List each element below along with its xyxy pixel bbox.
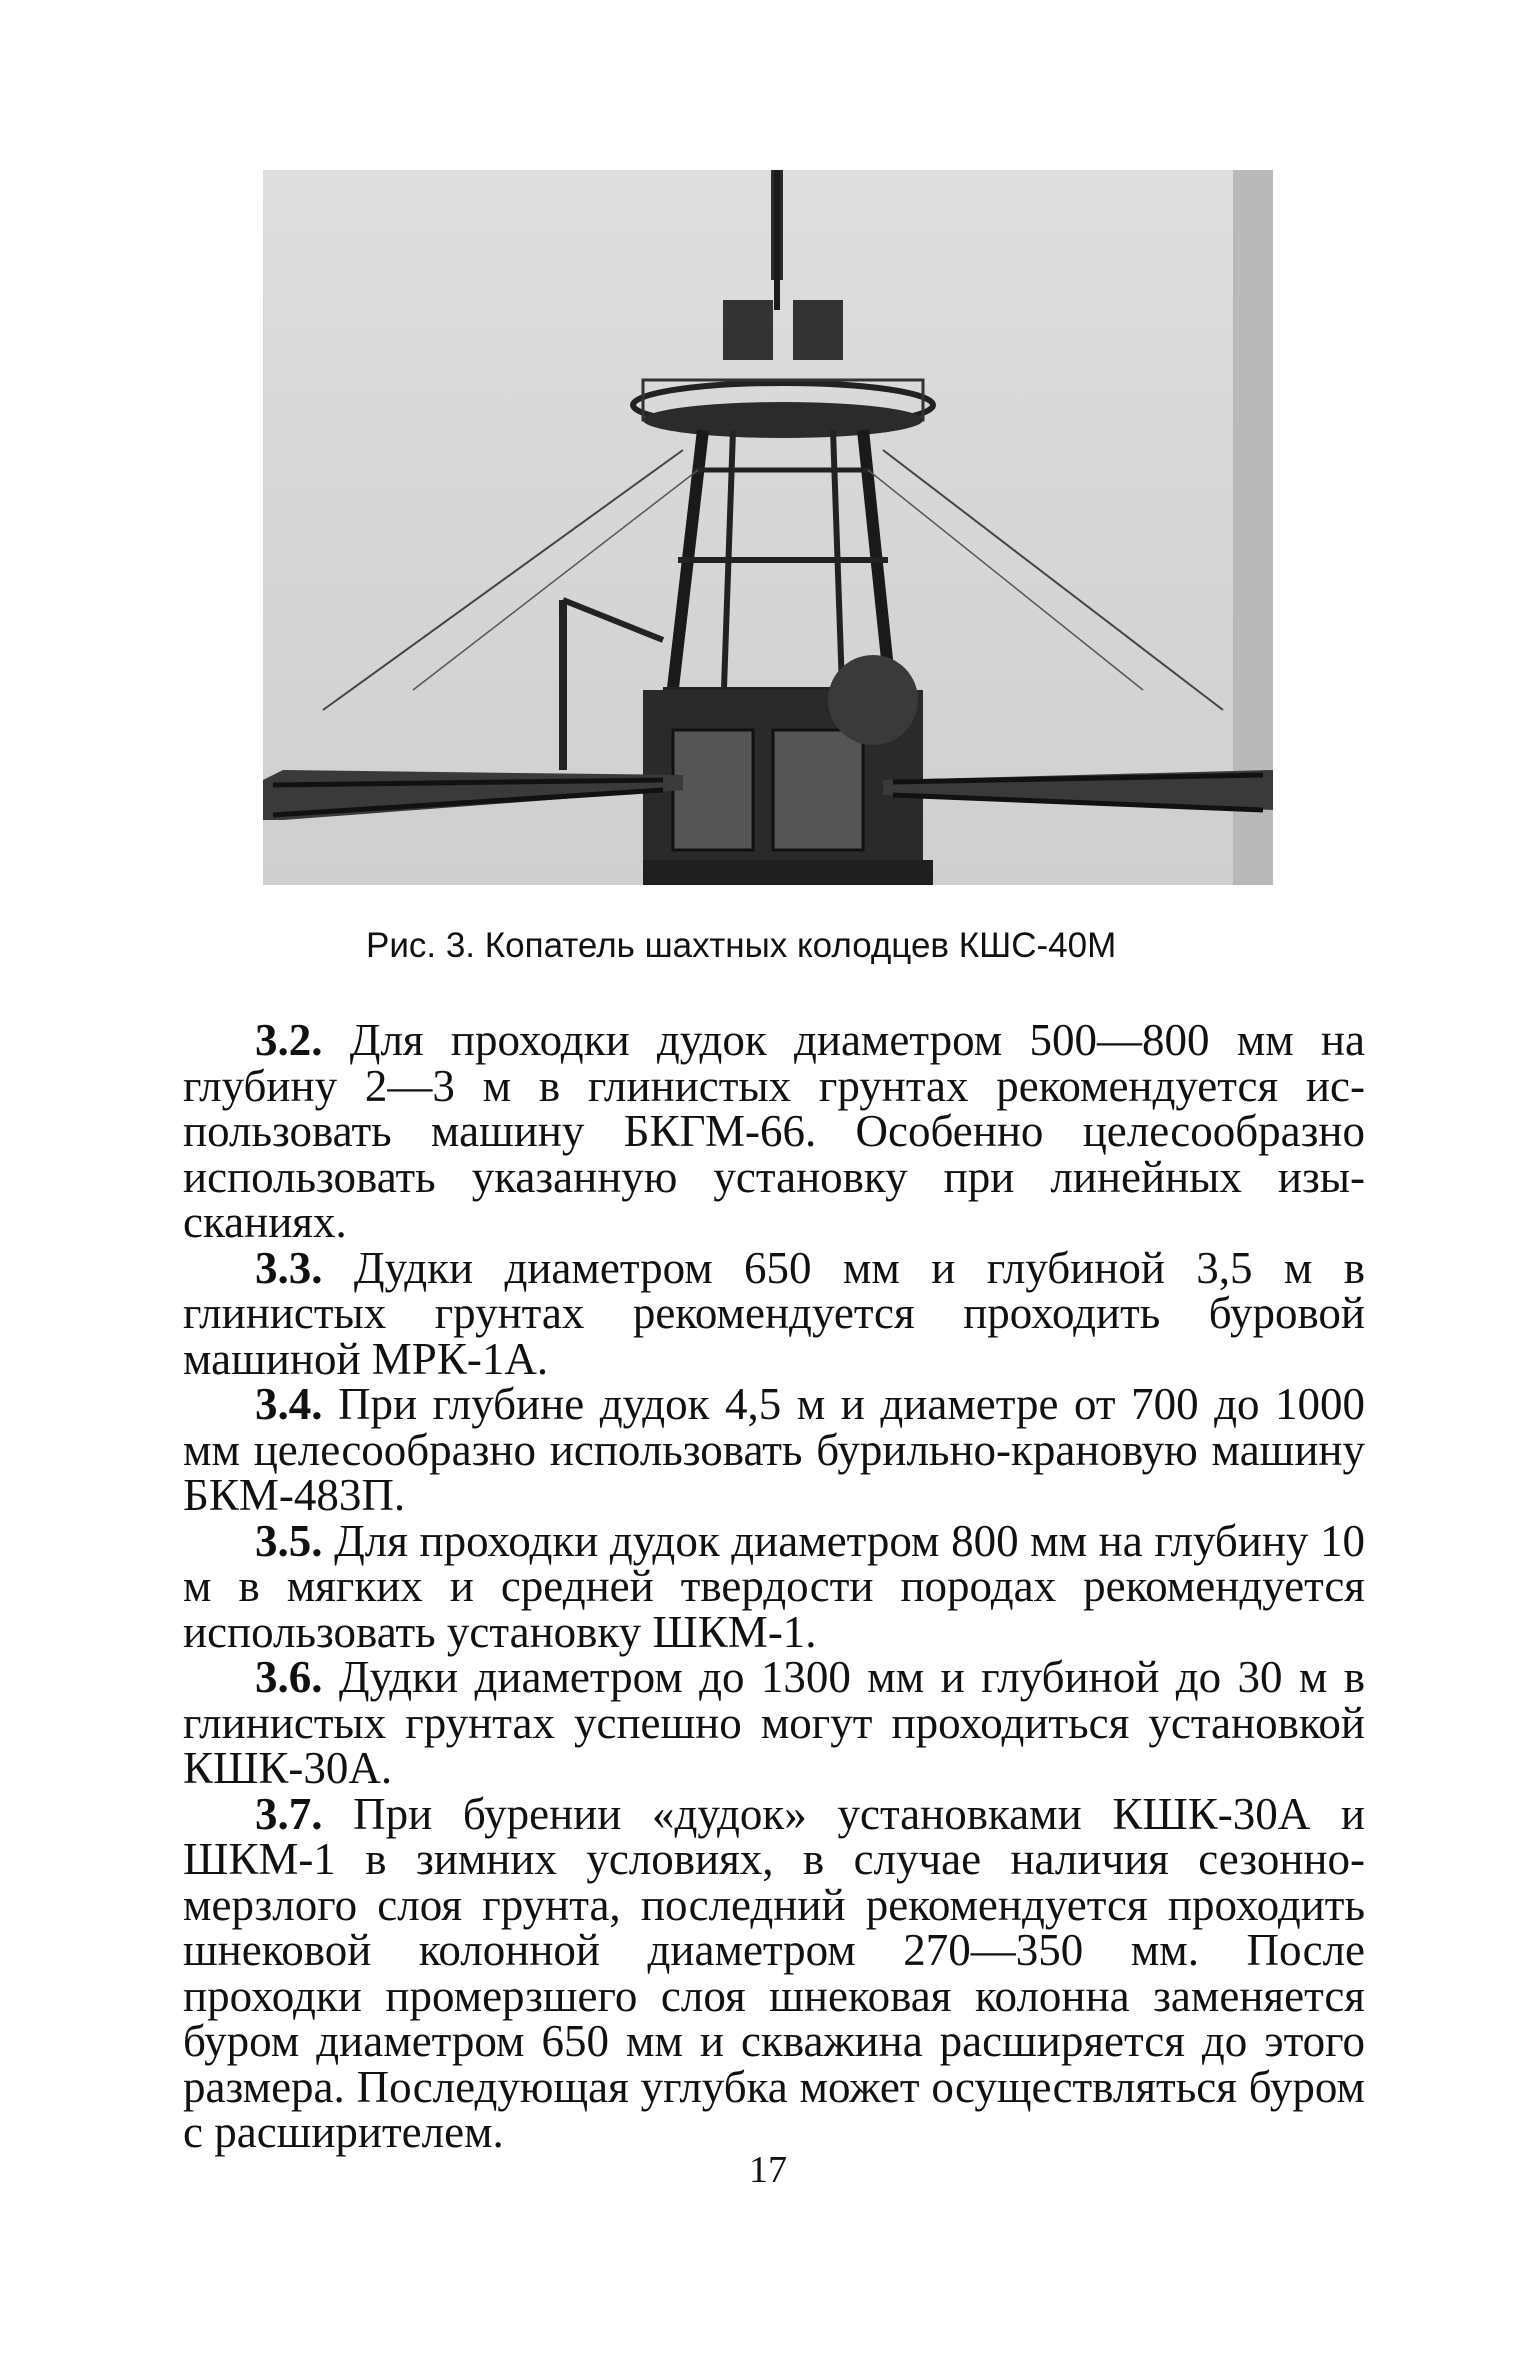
figure-photo: [263, 170, 1273, 885]
body-text: [183, 1015, 1365, 2157]
paragraph-number: 3.5.: [255, 1515, 323, 1566]
paragraph-3-4: [183, 1379, 1365, 1520]
paragraph-text: Для проходки дудок диаметром 500—800 мм на глубину 2—3 м в глинистых грунтах рекомендуется использовать машину БКГМ-66. Особенно целесообразно использовать указанную установку при линейных изысканиях.: [183, 1015, 1365, 1247]
paragraph-number: 3.3.: [255, 1242, 323, 1293]
paragraph-text: При бурении «дудок» установками КШК-30А и ШКМ-1 в зимних условиях, в случае наличия сезонномерзлого слоя грунта, последний рекомендуется проходить шнековой колонной диаметром 270—350 мм. После проходки промерзшего слоя шнековая колонна заменяется буром диаметром 650 мм и скважина расширяется до этого размера. Последующая углубка может осуществляться буром с расширителем.: [183, 1788, 1365, 2157]
paragraph-3-3: [183, 1242, 1365, 1384]
paragraph-number: 3.2.: [255, 1015, 323, 1065]
figure-caption: Рис. 3. Копатель шахтных колодцев КШС-40М: [366, 926, 1117, 965]
page-number: 17: [749, 2149, 787, 2191]
paragraph-text: При глубине дудок 4,5 м и диаметре от 700 до 1000 мм целесообразно использовать бурильно-крановую машину БКМ-483П.: [183, 1379, 1365, 1520]
paragraph-3-6: [183, 1652, 1365, 1793]
paragraph-number: 3.6.: [255, 1652, 323, 1702]
drilling-rig-illustration: [263, 170, 1273, 885]
paragraph-number: 3.7.: [255, 1788, 323, 1839]
paragraph-text: Для проходки дудок диаметром 800 мм на глубину 10 м в мягких и средней твердости породах рекомендуется использовать установку ШКМ-1.: [183, 1515, 1365, 1657]
paragraph-3-7: [183, 1788, 1365, 2157]
paragraph-3-5: [183, 1515, 1365, 1657]
paragraph-text: Дудки диаметром 650 мм и глубиной 3,5 м в глинистых грунтах рекомендуется проходить буровой машиной МРК-1А.: [183, 1242, 1365, 1384]
paragraph-3-2: [183, 1015, 1365, 1247]
paragraph-text: Дудки диаметром до 1300 мм и глубиной до 30 м в глинистых грунтах успешно могут проходиться установкой КШК-30А.: [183, 1652, 1365, 1793]
paragraph-number: 3.4.: [255, 1379, 323, 1429]
